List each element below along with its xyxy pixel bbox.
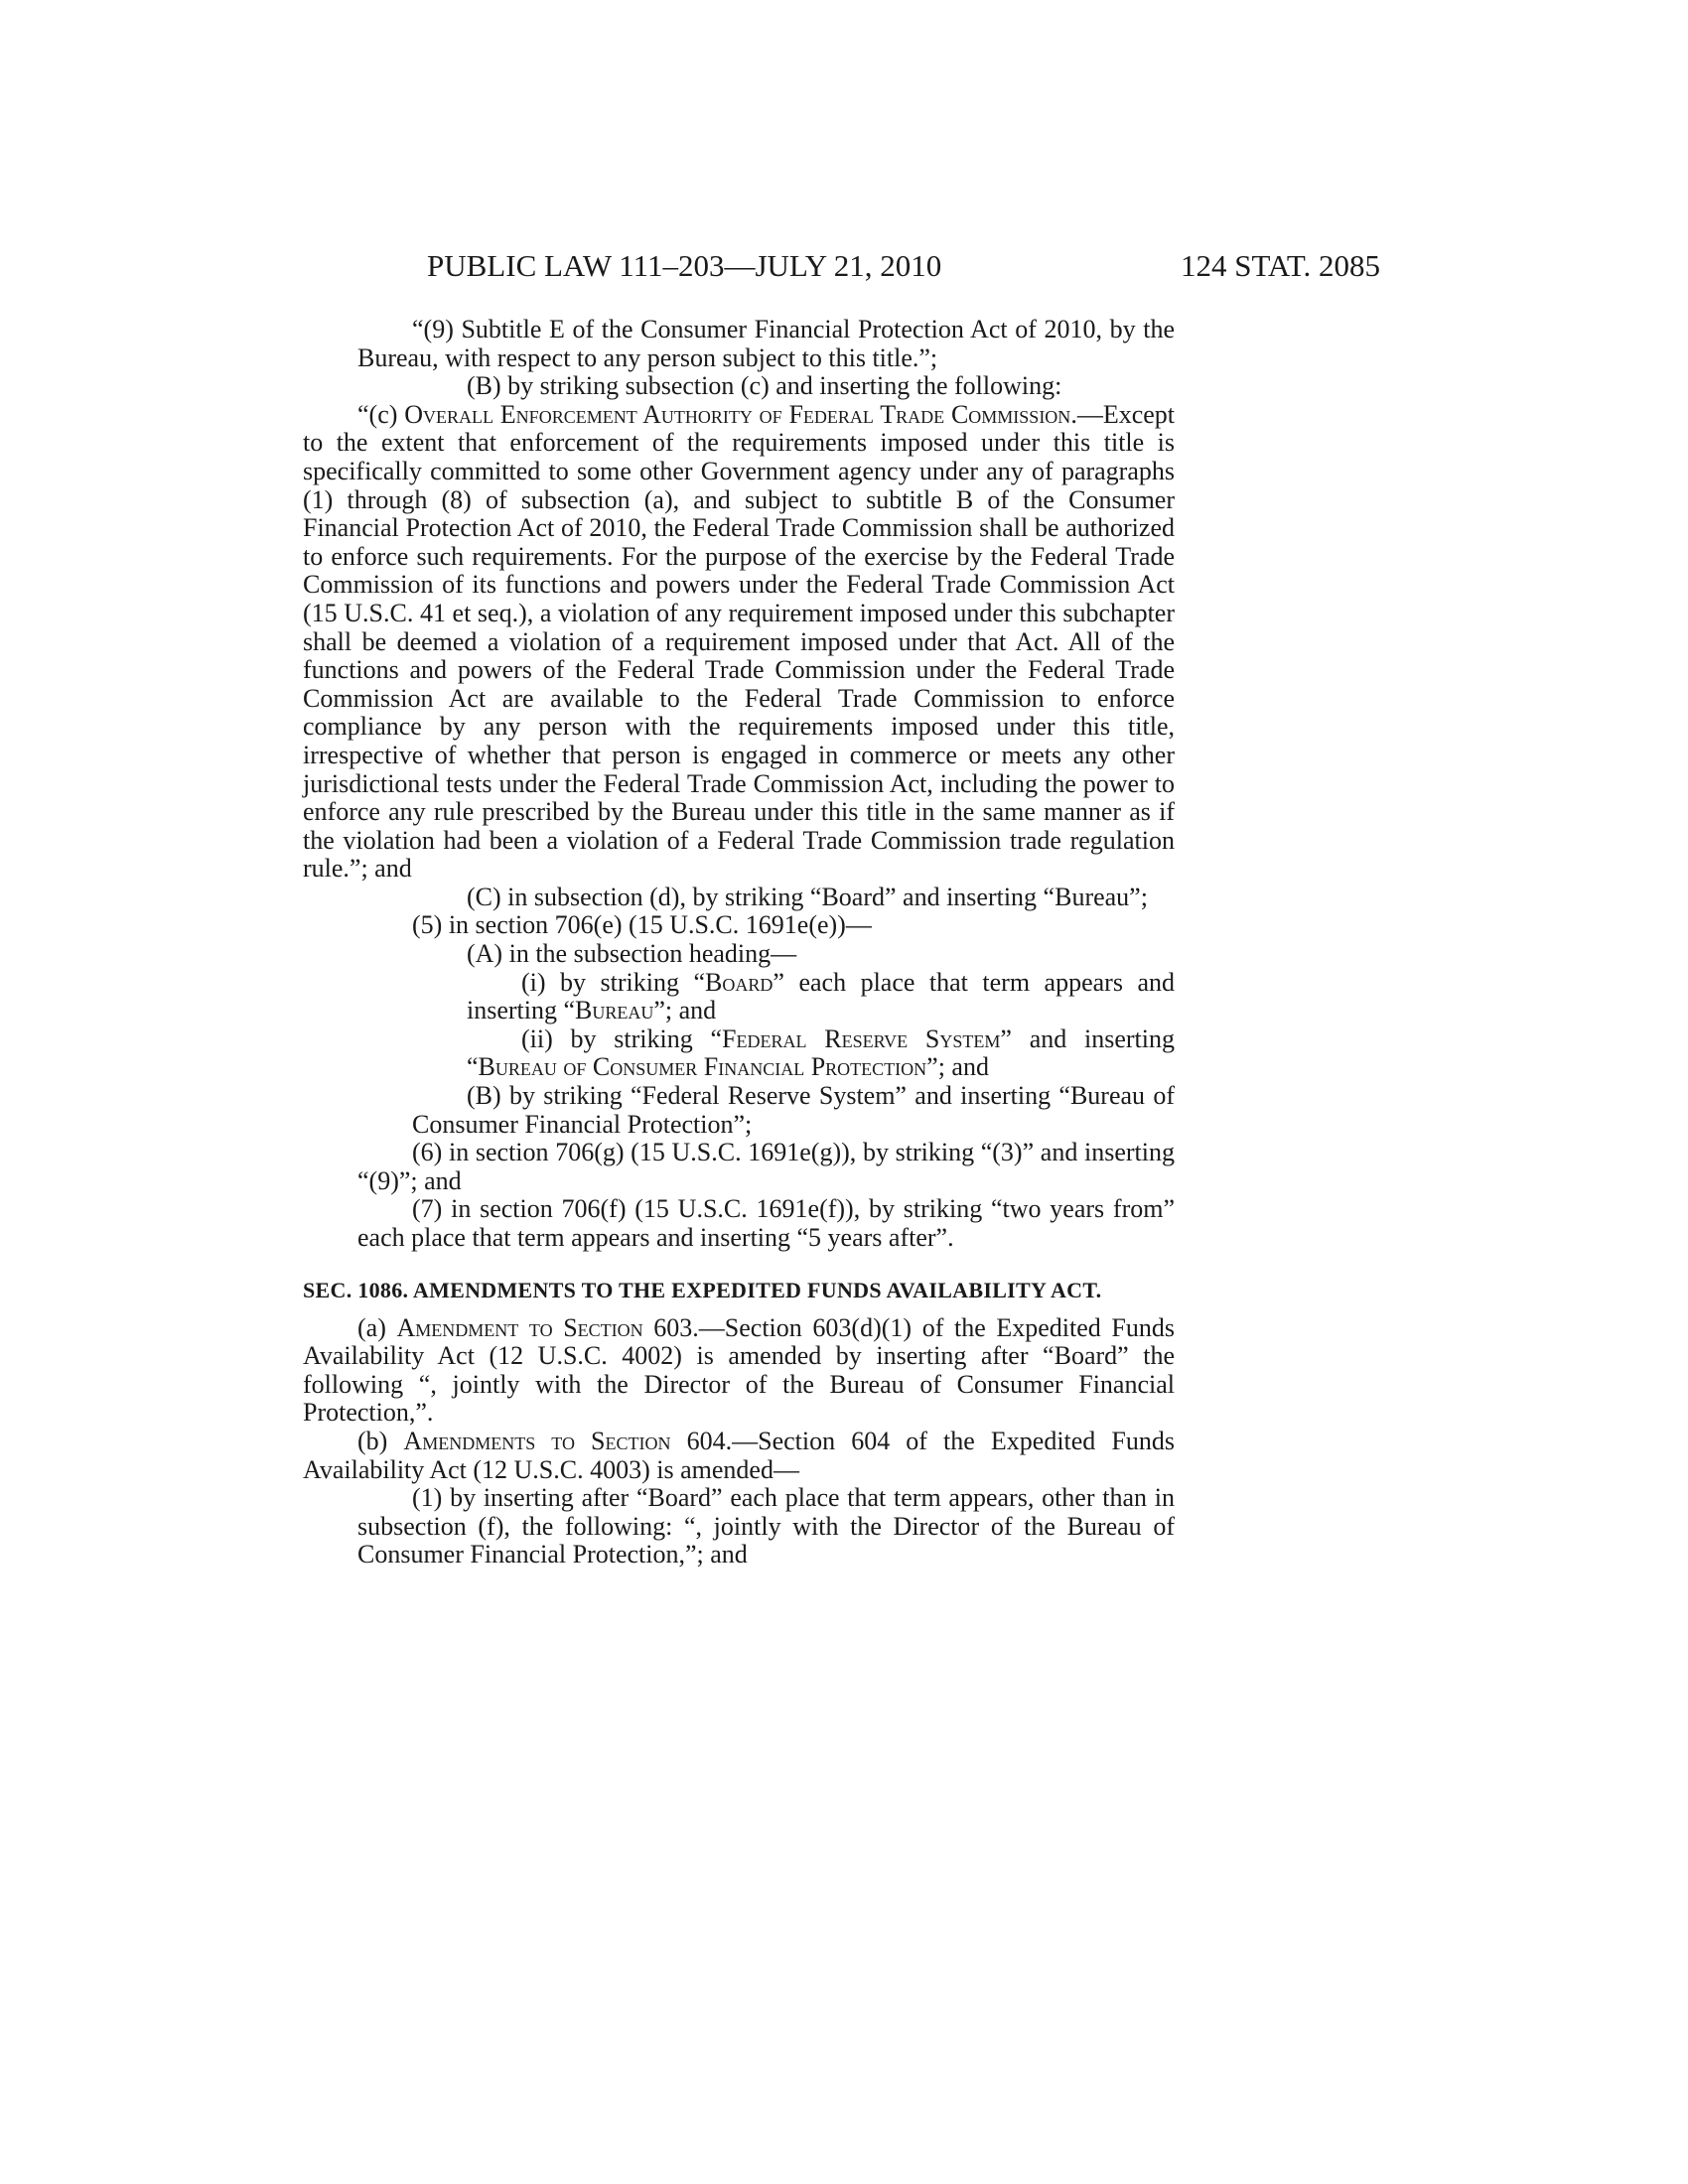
paragraph-i-part1: (i) by striking “ [521, 967, 706, 997]
paragraph-i-striking-board [303, 969, 1175, 1025]
paragraph-ii-striking-federal-reserve [303, 1025, 1175, 1082]
section-1086-a-lead: (a) [357, 1312, 397, 1342]
paragraph-b-striking-subsection-c: (B) by striking subsection (c) and inserting the following: [467, 371, 1062, 401]
paragraph-ii-part2: ” and inserting “ [467, 1024, 1175, 1082]
page-header [427, 246, 1380, 286]
paragraph-c-subsection-d: (C) in subsection (d), by striking “Board” and inserting “Bureau”; [467, 882, 1148, 911]
paragraph-i-part2: ” each place that term appears and inserting “ [467, 967, 1176, 1025]
section-1086-b-body: .—Section 604 of the Expedited Funds Availability Act (12 U.S.C. 4003) is amended— [303, 1426, 1175, 1484]
paragraph-i-part3: ”; and [653, 996, 717, 1025]
section-1086-a-body: .—Section 603(d)(1) of the Expedited Funds Availability Act (12 U.S.C. 4002) is amended by inserting after “Board” the following “, jointly with the Director of the Bureau of Consumer Financial Protection,”. [303, 1312, 1176, 1428]
paragraph-c-lead: “(c) [357, 399, 405, 429]
paragraph-b-striking-federal-reserve: (B) by striking “Federal Reserve System” and inserting “Bureau of Consumer Financial Protection”; [412, 1081, 1175, 1139]
paragraph-a-subsection-heading: (A) in the subsection heading— [467, 939, 797, 969]
paragraph-c-body: .—Except to the extent that enforcement of the requirements imposed under this title is specifically committed to some other Government agency under any of paragraphs (1) through (8) of subsection (a), and subject to subtitle B of the Consumer Financial Protection Act of 2010, the Federal Trade Commission shall be authorized to enforce such requirements. For the purpose of the exercise by the Federal Trade Commission of its functions and powers under the Federal Trade Commission Act (15 U.S.C. 41 et seq.), a violation of any requirement imposed under this subchapter shall be deemed a violation of a requirement imposed under that Act. All of the functions and powers of the Federal Trade Commission under the Federal Trade Commission Act are available to the Federal Trade Commission to enforce compliance by any person with the requirements imposed under this title, irrespective of whether that person is engaged in commerce or meets any other jurisdictional tests under the Federal Trade Commission Act, including the power to enforce any rule prescribed by the Bureau under this title in the same manner as if the violation had been a violation of a Federal Trade Commission trade regulation rule.”; and [303, 399, 1175, 884]
section-1086-b [303, 1428, 1175, 1484]
paragraph-i-bureau: Bureau [575, 996, 654, 1025]
paragraph-ii-part3: ”; and [926, 1052, 989, 1082]
paragraph-5-section-706e: (5) in section 706(e) (15 U.S.C. 1691e(e))— [412, 910, 872, 940]
running-head: PUBLIC LAW 111–203—JULY 21, 2010 [427, 248, 942, 283]
paragraph-c-overall-enforcement [303, 401, 1175, 884]
paragraph-ii-bureau-cfp: Bureau of Consumer Financial Protection [478, 1052, 927, 1082]
paragraph-i-board: Board [705, 967, 774, 997]
paragraph-ii-part1: (ii) by striking “ [521, 1024, 723, 1053]
statute-page-reference: 124 STAT. 2085 [1180, 248, 1380, 283]
paragraph-ii-federal-reserve: Federal Reserve System [722, 1024, 1001, 1053]
paragraph-c-heading: Overall Enforcement Authority of Federal Trade Commission [404, 399, 1071, 429]
statute-body [303, 316, 1175, 1570]
paragraph-7-section-706f: (7) in section 706(f) (15 U.S.C. 1691e(f)), by striking “two years from” each place that term appears and inserting “5 years after”. [357, 1194, 1175, 1252]
section-1086-a [303, 1314, 1175, 1428]
paragraph-6-section-706g: (6) in section 706(g) (15 U.S.C. 1691e(g)), by striking “(3)” and inserting “(9)”; and [357, 1138, 1175, 1195]
section-1086-b-1: (1) by inserting after “Board” each place that term appears, other than in subsection (f), the following: “, jointly with the Director of the Bureau of Consumer Financial Protection,”; and [357, 1483, 1175, 1570]
section-1086-a-heading: Amendment to Section 603 [396, 1312, 693, 1342]
section-1086-b-heading: Amendments to Section 604 [403, 1426, 726, 1455]
paragraph-9-subtitle-e: “(9) Subtitle E of the Consumer Financial Protection Act of 2010, by the Bureau, with respect to any person subject to this title.”; [357, 315, 1175, 372]
section-1086-b-lead: (b) [357, 1426, 404, 1455]
section-1086-heading: SEC. 1086. AMENDMENTS TO THE EXPEDITED FUNDS AVAILABILITY ACT. [303, 1277, 1102, 1302]
